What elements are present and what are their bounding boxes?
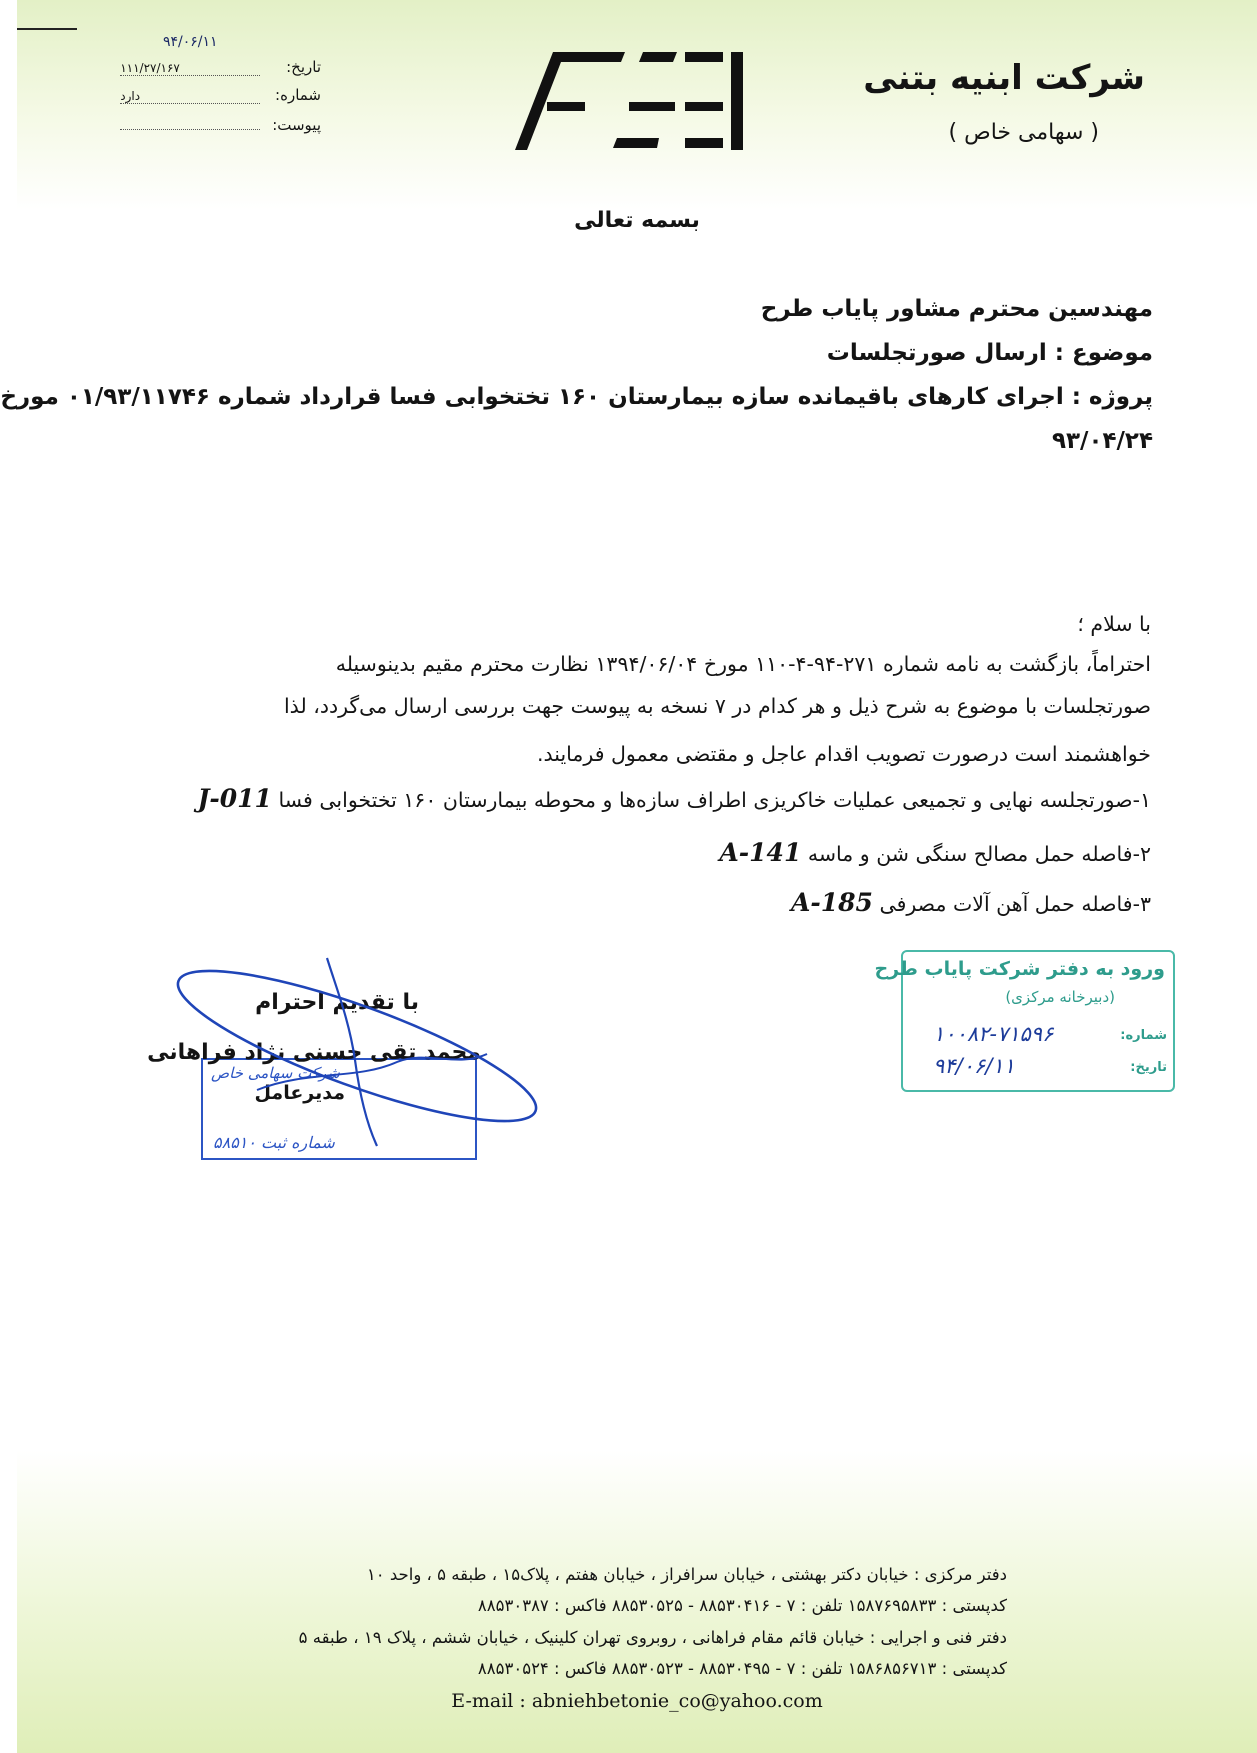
meta-attachment-value <box>120 129 260 130</box>
meta-number-row <box>111 86 321 104</box>
meta-date-row <box>111 58 321 76</box>
paragraph-line-3: خواهشمند است درصورت تصویب اقدام عاجل و مقتضی معمول فرمایند. <box>537 742 1151 766</box>
received-stamp-title: ورود به دفتر شرکت پایاب طرح <box>874 958 1165 980</box>
list-item-text: ۱-صورتجلسه نهایی و تجمیعی عملیات خاکریزی اطراف سازه‌ها و محوطه بیمارستان ۱۶۰ تختخوابی فسا <box>278 788 1151 812</box>
recipient: مهندسین محترم مشاور پایاب طرح <box>760 296 1153 322</box>
company-stamp-name: شرکت سهامی خاص <box>211 1064 340 1082</box>
scan-margin-mark <box>17 28 77 30</box>
meta-attachment-row <box>111 116 321 134</box>
received-stamp-subtitle: (دبیرخانه مرکزی) <box>1005 988 1115 1006</box>
footer-email: E-mail : abniehbetonie_co@yahoo.com <box>451 1690 823 1712</box>
list-item-text: ۳-فاصله حمل آهن آلات مصرفی <box>879 892 1151 916</box>
subject: موضوع : ارسال صورتجلسات <box>826 340 1153 366</box>
handwritten-date: ۹۴/۰۶/۱۱ <box>163 34 218 50</box>
handwritten-signature <box>187 950 547 1160</box>
project-line-1: پروژه : اجرای کارهای باقیمانده سازه بیمارستان ۱۶۰ تختخوابی فسا قرارداد شماره ۰۱/۹۳/۱۱۷۴۶ مورخ <box>0 384 1153 410</box>
abnieh-betoni-logo-icon <box>517 50 757 152</box>
invocation: بسمه تعالی <box>574 208 700 233</box>
meta-date-value: ۱۱۱/۲۷/۱۶۷ <box>120 61 260 76</box>
project-line-2: ۹۳/۰۴/۲۴ <box>1051 428 1153 454</box>
company-type: ( سهامی خاص ) <box>948 120 1099 145</box>
company-stamp-registration: شماره ثبت ۵۸۵۱۰ <box>213 1133 335 1152</box>
closing: با تقدیم احترام <box>255 990 419 1015</box>
list-item <box>198 784 1151 813</box>
footer-head-office-contact: کدپستی : ۱۵۸۷۶۹۵۸۳۳ تلفن : ۷ - ۸۸۵۳۰۴۱۶ - ۸۸۵۳۰۵۲۵ فاکس : ۸۸۵۳۰۳۸۷ <box>477 1596 1007 1615</box>
company-name: شرکت ابنیه بتنی <box>863 58 1145 98</box>
list-item-text: ۲-فاصله حمل مصالح سنگی شن و ماسه <box>807 842 1151 866</box>
list-item <box>719 838 1151 867</box>
list-item <box>791 888 1151 917</box>
paragraph-line-2: صورتجلسات با موضوع به شرح ذیل و هر کدام در ۷ نسخه به پیوست جهت بررسی ارسال می‌گردد، لذا <box>283 694 1151 718</box>
received-stamp-number-value: ۱۰۰۸۲-۷۱۵۹۶ <box>933 1022 1054 1046</box>
signer-name: محمد تقی حسنی نژاد فراهانی <box>147 1040 481 1065</box>
received-stamp-date-label: تاریخ: <box>1130 1060 1167 1075</box>
paragraph-line-1: احتراماً، بازگشت به نامه شماره ۲۷۱-۹۴-۴-۱۱۰ مورخ ۱۳۹۴/۰۶/۰۴ نظارت محترم مقیم بدینوسیله <box>335 652 1151 676</box>
list-item-code: A-185 <box>790 888 873 917</box>
meta-date-label: تاریخ: <box>286 58 321 76</box>
meta-number-label: شماره: <box>275 86 321 104</box>
footer-head-office: دفتر مرکزی : خیابان دکتر بهشتی ، خیابان سرافراز ، خیابان هفتم ، پلاک۱۵ ، طبقه ۵ ، واحد ۱۰ <box>366 1565 1007 1584</box>
greeting: با سلام ؛ <box>1077 612 1151 636</box>
footer-technical-office: دفتر فنی و اجرایی : خیابان قائم مقام فراهانی ، روبروی تهران کلینیک ، خیابان ششم ، پلاک ۱۹ ، طبقه ۵ <box>298 1628 1007 1647</box>
meta-number-value: دارد <box>120 89 260 104</box>
signer-title: مدیرعامل <box>254 1082 345 1104</box>
meta-attachment-label: پیوست: <box>272 116 321 134</box>
list-item-code: A-141 <box>719 838 802 867</box>
received-stamp-number-label: شماره: <box>1120 1028 1167 1043</box>
list-item-code: J-011 <box>197 784 272 813</box>
received-stamp-date-value: ۹۴/۰۶/۱۱ <box>933 1054 1015 1078</box>
footer-technical-office-contact: کدپستی : ۱۵۸۶۸۵۶۷۱۳ تلفن : ۷ - ۸۸۵۳۰۴۹۵ - ۸۸۵۳۰۵۲۳ فاکس : ۸۸۵۳۰۵۲۴ <box>477 1659 1007 1678</box>
received-stamp <box>874 950 1175 1092</box>
